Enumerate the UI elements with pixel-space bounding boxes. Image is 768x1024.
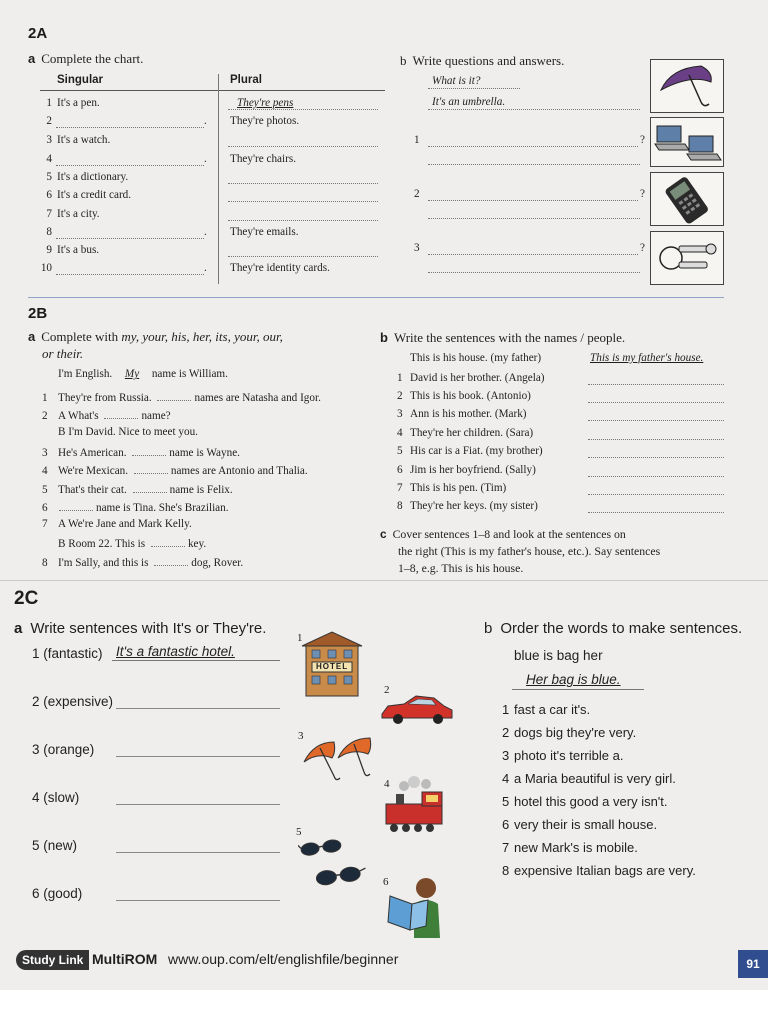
2b-b-example-answer: This is my father's house.: [590, 352, 704, 364]
2b-b-item-number: 6: [397, 464, 403, 476]
2b-a-item: [42, 482, 233, 496]
chart-row-number: 2: [46, 115, 52, 127]
2a-b-heading: b Write questions and answers.: [400, 53, 565, 68]
2a-b-example-question: What is it?: [432, 75, 481, 87]
chart-row-number: 10: [40, 262, 52, 274]
2b-a-item-text: We're Mexican.: [58, 465, 131, 477]
2b-a-item-text: names are Antonio and Thalia.: [170, 465, 308, 477]
2b-b-item-text: David is her brother. (Angela): [410, 372, 545, 384]
2b-a-item-text: name?: [141, 410, 171, 422]
2a-b-question-blank[interactable]: [428, 146, 638, 147]
chart-plural-cell: They're identity cards.: [230, 262, 330, 274]
sunglasses-picture: [298, 834, 368, 892]
chart-plural-blank[interactable]: [228, 146, 378, 147]
pic-number-5: 5: [296, 826, 302, 838]
2b-a-item-number: 6: [42, 502, 48, 514]
2b-a-item-text: I'm Sally, and this is: [58, 557, 152, 569]
2b-b-item-blank[interactable]: [588, 420, 724, 421]
2b-a-item-blank[interactable]: [132, 445, 166, 456]
2c-b-item-text: very their is small house.: [514, 817, 658, 832]
chart-row-number: 6: [46, 189, 52, 201]
2b-b-item-number: 3: [397, 408, 403, 420]
chart-plural-cell: They're chairs.: [230, 153, 296, 165]
2c-b-item-text: dogs big they're very.: [514, 725, 637, 740]
chart-row-number: 3: [46, 134, 52, 146]
2b-b-item-number: 5: [397, 445, 403, 457]
2b-a-item-text: name is Felix.: [169, 484, 233, 496]
2a-b-item-number: 1: [414, 134, 420, 146]
2c-a-item-prompt: 3 (orange): [32, 742, 95, 757]
2b-b-item-number: 8: [397, 500, 403, 512]
chart-row-number: 5: [46, 171, 52, 183]
boy-reading-icon: [384, 874, 446, 940]
2a-b-item-number: 2: [414, 188, 420, 200]
2b-c-line-1: c Cover sentences 1–8 and look at the sentences on: [380, 527, 626, 541]
sunglasses-icon: [298, 834, 368, 892]
2a-b-example-answer-line: [428, 109, 640, 110]
2b-a-item: [42, 555, 243, 569]
2b-a-item-blank[interactable]: [157, 390, 191, 401]
2b-a-item-text: They're from Russia.: [58, 392, 155, 404]
2b-b-item-text: His car is a Fiat. (my brother): [410, 445, 543, 457]
chart-singular-blank[interactable]: [56, 274, 204, 275]
2c-a-item-blank[interactable]: [116, 900, 280, 901]
chart-row-number: 4: [46, 153, 52, 165]
2a-b-answer-blank[interactable]: [428, 218, 640, 219]
chart-row-number: 7: [46, 208, 52, 220]
2a-b-example-answer: It's an umbrella.: [432, 96, 506, 108]
2b-a-item-text: names are Natasha and Igor.: [194, 392, 321, 404]
chart-blank-stop: .: [204, 262, 207, 274]
2b-a-item-text: dog, Rover.: [191, 557, 244, 569]
2b-b-item-blank[interactable]: [588, 384, 724, 385]
pic-number-1: 1: [297, 632, 303, 644]
2b-a-item: [42, 426, 198, 438]
2c-a-item-blank[interactable]: [116, 708, 280, 709]
2b-a-item: [42, 390, 321, 404]
2c-a-example-answer: It's a fantastic hotel.: [116, 644, 235, 659]
car-picture: [378, 692, 456, 726]
mobile-phone-icon: [651, 173, 723, 225]
2b-a-item: [42, 463, 308, 477]
2b-a-item-number: 4: [42, 465, 48, 477]
2c-a-item-blank[interactable]: [116, 756, 280, 757]
2c-a-item-prompt: 5 (new): [32, 838, 78, 853]
pic-number-3: 3: [298, 730, 304, 742]
reading-boy-picture: [384, 874, 446, 940]
keys-icon: [651, 232, 723, 284]
umbrella-icon: [651, 60, 723, 112]
multirom-url[interactable]: www.oup.com/elt/englishfile/beginner: [168, 951, 399, 967]
chart-singular-cell: It's a bus.: [57, 244, 100, 256]
chart-singular-cell: It's a pen.: [57, 97, 100, 109]
chart-plural-cell: They're emails.: [230, 226, 299, 238]
chart-plural-blank[interactable]: [228, 183, 378, 184]
2b-a-item-blank[interactable]: [104, 408, 138, 419]
2b-a-heading-cont: or their.: [42, 346, 84, 361]
2b-b-item-blank[interactable]: [588, 512, 724, 513]
chart-singular-cell: It's a credit card.: [57, 189, 132, 201]
section-2c-label: 2C: [14, 588, 39, 609]
2b-b-item-number: 2: [397, 390, 403, 402]
chart-divider: [218, 74, 219, 284]
2b-b-item-blank[interactable]: [588, 457, 724, 458]
2b-b-item-blank[interactable]: [588, 439, 724, 440]
2b-a-item-number: 8: [42, 557, 48, 569]
2c-b-item-number: 7: [502, 840, 510, 855]
2c-b-item-number: 1: [502, 702, 510, 717]
2c-b-example-answer: Her bag is blue.: [526, 672, 621, 687]
2c-b-item-text: new Mark's is mobile.: [514, 840, 638, 855]
laptop-icon: [651, 118, 723, 166]
chart-singular-blank[interactable]: [56, 127, 204, 128]
2c-a-item-prompt: 2 (expensive): [32, 694, 114, 709]
chart-blank-stop: .: [204, 226, 207, 238]
2b-a-example: I'm English. My name is William.: [58, 368, 228, 380]
2c-a-heading: a Write sentences with It's or They're.: [14, 620, 267, 637]
2c-b-item-text: hotel this good a very isn't.: [514, 794, 668, 809]
pic-number-2: 2: [384, 684, 390, 696]
2a-b-answer-blank[interactable]: [428, 272, 640, 273]
2b-a-item-text: A What's: [58, 410, 102, 422]
section-2b-label: 2B: [28, 305, 48, 322]
2c-b-item-text: expensive Italian bags are very.: [514, 863, 696, 878]
2c-b-item-number: 5: [502, 794, 510, 809]
2b-c-line-3: 1–8, e.g. This is his house.: [398, 561, 524, 575]
2b-a-item: [42, 500, 229, 514]
2c-b-item-text: photo it's terrible a.: [514, 748, 624, 763]
pic-number-6: 6: [383, 876, 389, 888]
2b-a-item-number: 3: [42, 447, 48, 459]
laptops-picture: [650, 117, 724, 167]
2b-a-item-number: 1: [42, 392, 48, 404]
pic-number-4: 4: [384, 778, 390, 790]
mobile-phone-picture: [650, 172, 724, 226]
section-divider-2a-2b: [28, 297, 724, 298]
section-divider-2b-2c: [0, 580, 768, 581]
chart-singular-blank[interactable]: [56, 238, 204, 239]
2b-b-item-number: 4: [397, 427, 403, 439]
chart-singular-blank[interactable]: [56, 165, 204, 166]
col-singular-header: Singular: [57, 74, 104, 86]
section-2a-label: 2A: [28, 25, 48, 42]
2b-a-item: [42, 408, 171, 422]
2b-b-item-text: Ann is his mother. (Mark): [410, 408, 527, 420]
2a-b-question-blank[interactable]: [428, 254, 638, 255]
chart-row-number: 1: [46, 97, 52, 109]
chart-row-number: 8: [46, 226, 52, 238]
2b-b-item-blank[interactable]: [588, 402, 724, 403]
chart-row-number: 9: [46, 244, 52, 256]
2c-a-example: 1 (fantastic): [32, 646, 103, 661]
study-link-badge: Study Link: [16, 950, 89, 970]
2a-b-item-number: 3: [414, 242, 420, 254]
multirom-label: MultiROM: [92, 951, 158, 967]
2b-a-item-text: key.: [187, 538, 207, 550]
chart-plural-blank[interactable]: [228, 201, 378, 202]
2b-a-item-text: name is Tina. She's Brazilian.: [96, 502, 229, 514]
2b-b-example: This is his house. (my father): [410, 352, 542, 364]
2b-b-item-text: Jim is her boyfriend. (Sally): [410, 464, 536, 476]
2c-b-example: blue is bag her: [514, 648, 603, 663]
2b-a-item-number: 5: [42, 484, 48, 496]
2c-a-item-prompt: 6 (good): [32, 886, 83, 901]
hotel-picture: [298, 628, 366, 700]
2c-a-item-prompt: 4 (slow): [32, 790, 80, 805]
hotel-sign: HOTEL: [316, 662, 349, 671]
col-plural-header: Plural: [230, 74, 262, 86]
chart-plural-cell: They're pens: [237, 97, 294, 109]
2b-a-item-blank[interactable]: [133, 482, 167, 493]
chart-plural-cell: They're photos.: [230, 115, 300, 127]
2b-a-item-blank[interactable]: [59, 500, 93, 511]
2a-b-question-mark: ?: [640, 188, 645, 200]
2b-b-item-text: This is his book. (Antonio): [410, 390, 531, 402]
2c-b-example-line: [512, 689, 644, 690]
chart-blank-stop: .: [204, 153, 207, 165]
2b-a-item: [42, 536, 206, 550]
2b-b-item-blank[interactable]: [588, 494, 724, 495]
2c-b-item-number: 2: [502, 725, 510, 740]
2b-a-item-number: 7: [42, 518, 48, 530]
chart-singular-cell: It's a city.: [57, 208, 100, 220]
umbrella-picture: [650, 59, 724, 113]
2a-b-question-blank[interactable]: [428, 200, 638, 201]
chart-plural-blank[interactable]: [228, 220, 378, 221]
chart-plural-blank[interactable]: [228, 256, 378, 257]
car-icon: [378, 692, 456, 726]
2b-a-item-blank[interactable]: [134, 463, 168, 474]
2b-b-item-number: 1: [397, 372, 403, 384]
2b-a-heading: a Complete with my, your, his, her, its, your, our,: [28, 329, 283, 344]
2b-a-item: [42, 518, 192, 530]
2c-b-item-text: a Maria beautiful is very girl.: [514, 771, 676, 786]
2a-a-heading: a Complete the chart.: [28, 51, 144, 66]
2b-a-item-text: B Room 22. This is: [58, 538, 148, 550]
umbrellas-picture: [300, 736, 380, 784]
2c-a-example-line: [112, 660, 280, 661]
2b-a-item-blank[interactable]: [151, 536, 185, 547]
2b-b-item-text: This is his pen. (Tim): [410, 482, 507, 494]
2c-b-item-number: 4: [502, 771, 510, 786]
chart-blank-stop: .: [204, 115, 207, 127]
keys-picture: [650, 231, 724, 285]
train-icon: [382, 776, 454, 836]
2b-a-item-number: 2: [42, 410, 48, 422]
2a-b-answer-blank[interactable]: [428, 164, 640, 165]
2b-a-item: [42, 445, 240, 459]
2a-b-question-mark: ?: [640, 242, 645, 254]
chart-header-rule: [40, 90, 385, 91]
2b-a-item-text: name is Wayne.: [169, 447, 240, 459]
2b-a-item-text: B I'm David. Nice to meet you.: [58, 426, 198, 438]
2b-a-item-text: That's their cat.: [58, 484, 130, 496]
2b-b-heading: b Write the sentences with the names / people.: [380, 330, 626, 345]
2b-a-item-blank[interactable]: [154, 555, 188, 566]
2c-b-item-number: 8: [502, 863, 510, 878]
2c-b-item-text: fast a car it's.: [514, 702, 591, 717]
2a-b-example-line: [428, 88, 520, 89]
2b-b-item-text: They're her children. (Sara): [410, 427, 534, 439]
2b-c-line-2: the right (This is my father's house, etc.). Say sentences: [398, 544, 661, 558]
2a-b-question-mark: ?: [640, 134, 645, 146]
2c-b-heading: b Order the words to make sentences.: [484, 620, 743, 637]
2c-b-item-number: 6: [502, 817, 510, 832]
2c-a-item-blank[interactable]: [116, 852, 280, 853]
2b-b-item-number: 7: [397, 482, 403, 494]
2c-a-item-blank[interactable]: [116, 804, 280, 805]
2b-b-item-text: They're her keys. (my sister): [410, 500, 538, 512]
2c-b-item-number: 3: [502, 748, 510, 763]
page-number-tab: 91: [738, 950, 768, 978]
train-picture: [382, 776, 454, 836]
chart-plural-line: [228, 109, 378, 110]
chart-singular-cell: It's a dictionary.: [57, 171, 129, 183]
2b-a-item-text: He's American.: [58, 447, 130, 459]
2b-b-item-blank[interactable]: [588, 476, 724, 477]
2b-a-item-text: A We're Jane and Mark Kelly.: [58, 518, 192, 530]
chart-singular-cell: It's a watch.: [57, 134, 111, 146]
orange-umbrellas-icon: [300, 736, 380, 784]
